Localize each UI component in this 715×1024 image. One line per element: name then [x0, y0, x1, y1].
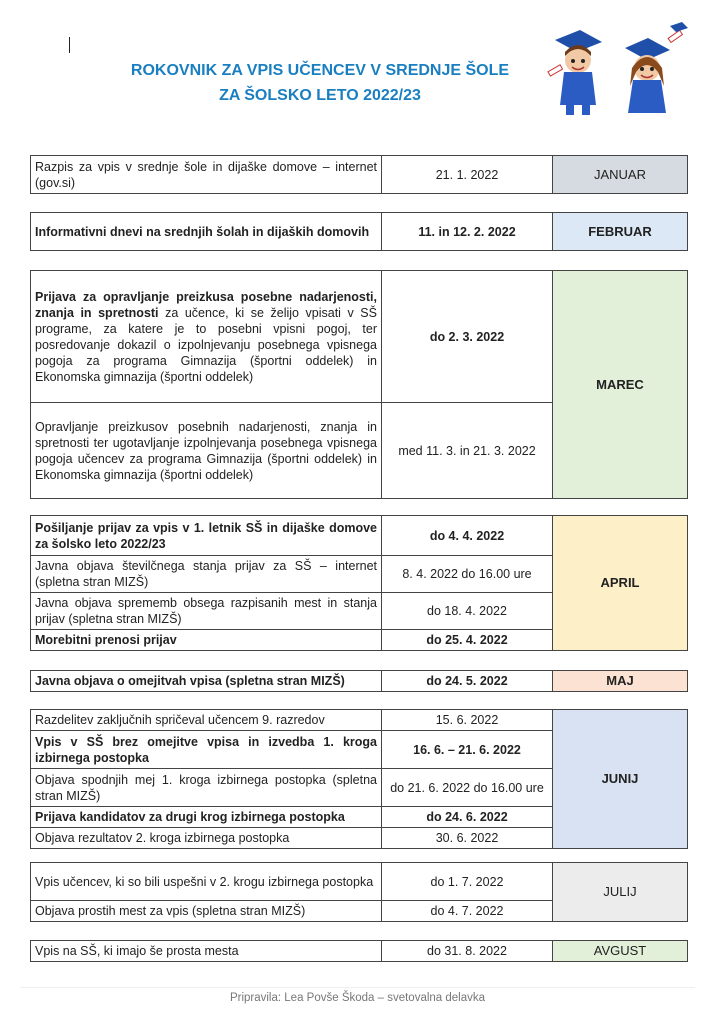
event-description: Razdelitev zaključnih spričeval učencem 9. razredov: [31, 710, 382, 731]
table-row: [31, 213, 688, 251]
event-date: do 4. 7. 2022: [382, 901, 553, 922]
event-date: 30. 6. 2022: [382, 828, 553, 849]
month-label-februar: FEBRUAR: [553, 213, 688, 251]
event-description: Vpis učencev, ki so bili uspešni v 2. krogu izbirnega postopka: [31, 863, 382, 901]
schedule-block-avgust: [30, 940, 688, 962]
event-date: 21. 1. 2022: [382, 156, 553, 194]
footer-credit: Pripravila: Lea Povše Škoda – svetovalna delavka: [229, 992, 486, 1004]
schedule-block-junij: [30, 709, 688, 849]
event-description: Razpis za vpis v srednje šole in dijaške domove – internet (gov.si): [31, 156, 382, 194]
event-description-rest: za učence, ki se želijo vpisati v SŠ programe, za katere je to posebni vpisni pogoj, ter posredovanje dokazil o izpolnjevanju posebnega vpisnega pogoja za programa Gimnazija (športni oddelek) in Ekonomska gimnazija (športni oddelek): [35, 305, 377, 384]
month-label-junij: JUNIJ: [553, 710, 688, 849]
graduates-illustration-icon: [540, 20, 690, 120]
table-row: [31, 156, 688, 194]
event-description: Prijava kandidatov za drugi krog izbirnega postopka: [31, 807, 382, 828]
text-cursor: [69, 37, 70, 53]
event-description: Informativni dnevi na srednjih šolah in dijaških domovih: [31, 213, 382, 251]
schedule-block-februar: [30, 212, 688, 251]
event-description: Opravljanje preizkusov posebnih nadarjenosti, znanja in spretnosti ter ugotavljanje izpolnjevanja posebnega vpisnega pogoja učencev za programa Gimnazija (športni oddelek) in Ekonomska gimnazija (športni oddelek): [31, 403, 382, 499]
schedule-block-maj: [30, 670, 688, 692]
event-date: do 1. 7. 2022: [382, 863, 553, 901]
event-date: do 18. 4. 2022: [382, 593, 553, 630]
event-date: do 24. 5. 2022: [382, 671, 553, 692]
event-date: 15. 6. 2022: [382, 710, 553, 731]
event-date: do 4. 4. 2022: [382, 516, 553, 556]
table-row: [31, 710, 688, 731]
month-label-maj: MAJ: [553, 671, 688, 692]
page-title-line-2: ZA ŠOLSKO LETO 2022/23: [219, 87, 421, 104]
month-label-april: APRIL: [553, 516, 688, 651]
event-description: Pošiljanje prijav za vpis v 1. letnik SŠ in dijaške domove za šolsko leto 2022/23: [31, 516, 382, 556]
event-description: Objava rezultatov 2. kroga izbirnega postopka: [31, 828, 382, 849]
schedule-block-marec: [30, 270, 688, 499]
table-row: [31, 941, 688, 962]
event-date: do 31. 8. 2022: [382, 941, 553, 962]
event-date: med 11. 3. in 21. 3. 2022: [382, 403, 553, 499]
month-label-julij: JULIJ: [553, 863, 688, 922]
page-title-line-1: ROKOVNIK ZA VPIS UČENCEV V SREDNJE ŠOLE: [130, 62, 510, 79]
month-label-avgust: AVGUST: [553, 941, 688, 962]
event-description: Javna objava številčnega stanja prijav za SŠ – internet (spletna stran MIZŠ): [31, 556, 382, 593]
schedule-block-julij: [30, 862, 688, 922]
footer-divider: [20, 987, 695, 988]
event-description: Javna objava sprememb obsega razpisanih mest in stanja prijav (spletna stran MIZŠ): [31, 593, 382, 630]
event-date: do 21. 6. 2022 do 16.00 ure: [382, 769, 553, 807]
table-row: [31, 863, 688, 901]
month-label-marec: MAREC: [553, 271, 688, 499]
event-date: do 25. 4. 2022: [382, 630, 553, 651]
event-date: 16. 6. – 21. 6. 2022: [382, 731, 553, 769]
schedule-block-april: [30, 515, 688, 651]
table-row: [31, 271, 688, 403]
event-description-bold: Prijava za opravljanje preizkusa posebne nadarjenosti, znanja in spretnosti: [35, 289, 377, 320]
event-date: do 2. 3. 2022: [382, 271, 553, 403]
event-date: do 24. 6. 2022: [382, 807, 553, 828]
event-date: 11. in 12. 2. 2022: [382, 213, 553, 251]
event-date: 8. 4. 2022 do 16.00 ure: [382, 556, 553, 593]
table-row: [31, 671, 688, 692]
month-label-januar: JANUAR: [553, 156, 688, 194]
event-description: Objava prostih mest za vpis (spletna stran MIZŠ): [31, 901, 382, 922]
table-row: [31, 516, 688, 556]
event-description: Javna objava o omejitvah vpisa (spletna stran MIZŠ): [31, 671, 382, 692]
event-description: Vpis na SŠ, ki imajo še prosta mesta: [31, 941, 382, 962]
event-description: Vpis v SŠ brez omejitve vpisa in izvedba 1. kroga izbirnega postopka: [31, 731, 382, 769]
event-description: [31, 271, 382, 403]
event-description: Objava spodnjih mej 1. kroga izbirnega postopka (spletna stran MIZŠ): [31, 769, 382, 807]
schedule-block-januar: [30, 155, 688, 194]
event-description: Morebitni prenosi prijav: [31, 630, 382, 651]
